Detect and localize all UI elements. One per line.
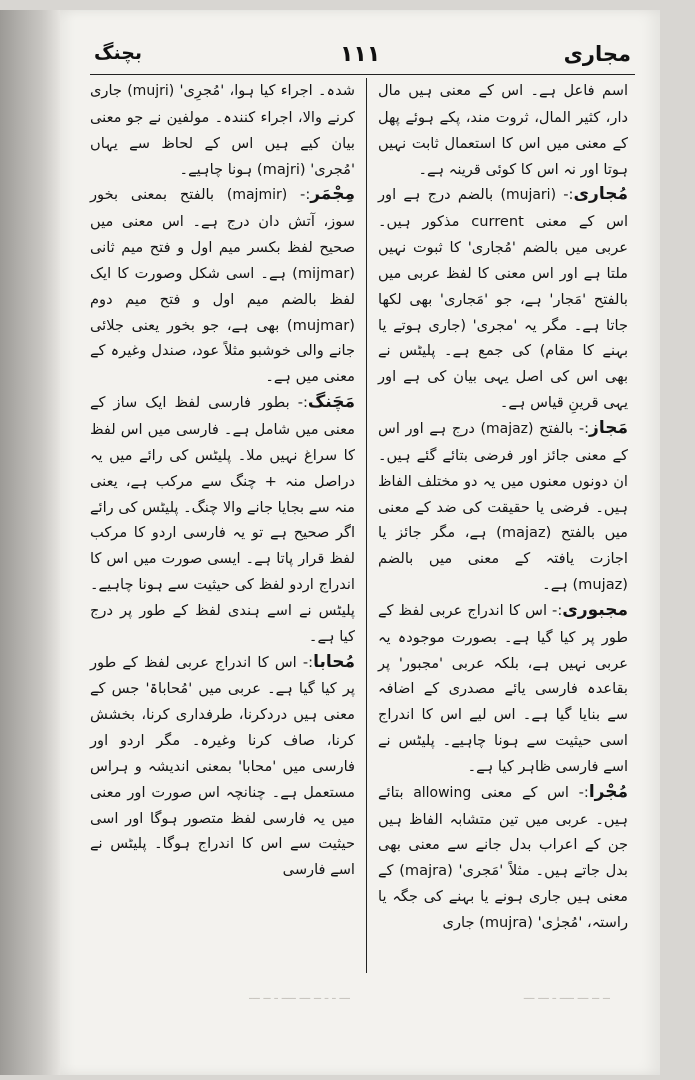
dictionary-entry bbox=[378, 182, 628, 416]
dictionary-entry bbox=[378, 78, 628, 182]
entry-text: بتائے ہیں۔ عربی میں تین متشابہ الفاظ ہیں جن کے اعراب بدل جانے سے معنی بھی بدل جاتے ہیں۔ مثلاً 'مَجری' (majra) کے معنی ہیں جاری ہونے یا بہنے کی جگہ یا راستہ، 'مُجرٰی' (mujra) جاری bbox=[378, 783, 628, 931]
entry-text: بالضم درج ہے اور اس کے معنی current مذکور ہیں۔ عربی میں بالضم 'مُجاری' کا ثبوت نہیں ملتا ہے اور اس معنی کا لفظ عربی میں بالفتح 'مَجار' ہے، جو 'مَجاری' بھی لکھا جاتا ہے۔ مگر یہ 'مجری' (جاری ہوتے یا بہنے کا مقام) کی جمع ہے۔ پلیٹس نے بھی اس کی اصل یہی بیان کی ہے اور یہی قرینِ قیاس ہے۔ bbox=[378, 186, 629, 412]
entry-text: شدہ۔ اجراء کیا ہوا، 'مُجرِی' bbox=[174, 82, 355, 99]
entry-headword: مُحابا bbox=[313, 651, 356, 672]
dictionary-entry bbox=[378, 780, 628, 936]
entry-headword: مجبوری bbox=[562, 599, 628, 620]
entry-text: :- bbox=[556, 186, 574, 204]
entry-headword: مَچَنگ bbox=[307, 392, 355, 413]
header-catchword-left: بچنگ bbox=[94, 42, 143, 64]
entry-text: بطور فارسی لفظ ایک ساز کے معنی میں شامل ہے۔ فارسی میں اس لفظ کا سراغ نہیں ملا۔ پلیٹس کی رائے میں یہ دراصل منہ + چنگ سے مرکب ہے، یعنی منہ سے بجایا جانے والا چنگ۔ پلیٹس کی رائے اگر صحیح ہے تو یہ فارسی اردو کا مرکب لفظ قرار پاتا ہے۔ ایسی صورت میں اس کا اندراج اردو لفظ کی حیثیت سے ہونا چاہیے۔ پلیٹس نے اسے ہندی لفظ کے طور پر درج کیا ہے۔ bbox=[90, 394, 355, 645]
dictionary-entry bbox=[378, 598, 628, 780]
entry-text: :- bbox=[287, 186, 311, 204]
entry-headword: مِجْمَر bbox=[310, 184, 355, 205]
page-number: ۱۱۱ bbox=[340, 42, 381, 67]
entry-transliteration: (majmir) bbox=[226, 187, 288, 204]
entry-text: بالفتح بمعنی بخور سوز، آتش دان درج ہے۔ اس معنی میں صحیح لفظ بکسر میم اول و فتح میم ثانی (mijmar) ہے۔ اسی شکل وصورت کا ایک لفظ بالضم میم اول و فتح میم دوم (mujmar) بھی ہے، جو بخور یعنی جلائی جانے والی خوشبو مثلاً عود، صندل وغیرہ کے معنی میں ہے۔ bbox=[90, 186, 355, 386]
entry-text: :- اس کے معنی bbox=[471, 783, 589, 801]
dictionary-entry bbox=[90, 650, 355, 884]
entry-text: :- bbox=[296, 653, 314, 671]
dictionary-entry bbox=[378, 416, 628, 598]
entry-headword: مُجاری bbox=[573, 184, 628, 205]
left-column bbox=[90, 78, 355, 978]
right-column bbox=[378, 78, 628, 978]
entry-headword: مَجاز bbox=[589, 417, 628, 438]
entry-text: :- bbox=[289, 394, 308, 412]
bleed-through-text-left: ـــ ـ ـ ــ ـــ ــــ ـ ــ ـــ bbox=[249, 988, 350, 1002]
column-divider bbox=[366, 78, 367, 973]
entry-transliteration: allowing bbox=[413, 784, 472, 801]
header-catchword-right: مجاری bbox=[563, 42, 631, 66]
entry-text: :- بالفتح bbox=[533, 419, 590, 437]
dictionary-entry bbox=[90, 78, 355, 182]
entry-text: اس کا اندراج عربی لفظ کے طور پر کیا گیا ہے۔ عربی میں 'مُحاباۃ' جس کے معنی ہیں دردکرنا، طرفداری کرنا، بخشش کرنا، صاف کرنا وغیرہ۔ مگر اردو اور فارسی میں 'محابا' بمعنی اندیشہ و ہراس مستعمل ہے۔ چنانچہ اس صورت اور معنی میں یہ فارسی لفظ متصور ہوگا اور اسی حیثیت سے اس کا اندراج ہوگا۔ پلیٹس نے اسے فارسی bbox=[90, 653, 355, 879]
entry-text: اسم فاعل ہے۔ اس کے معنی ہیں مال دار، کثیر المال، ثروت مند، پکے ہوئے پھل کے معنی میں اس کا استعمال ثابت نہیں ہوتا اور نہ اس کا کوئی قرینہ ہے۔ bbox=[378, 82, 628, 178]
entry-transliteration: (mujri) bbox=[127, 83, 175, 99]
entry-transliteration: (mujari) bbox=[500, 187, 557, 204]
running-header bbox=[90, 38, 635, 75]
entry-headword: مُجْرا bbox=[588, 781, 628, 802]
dictionary-entry bbox=[90, 390, 355, 649]
entry-text: اس کا اندراج عربی لفظ کے طور پر کیا گیا ہے۔ بصورت موجودہ یہ عربی نہیں ہے، بلکہ عربی 'مجبور' پر بقاعدہ فارسی یائے مصدری کے اضافہ سے بنایا گیا ہے۔ اس لیے اس کا اندراج اسی حیثیت سے ہونا چاہیے۔ پلیٹس نے اسے فارسی ظاہر کیا ہے۔ bbox=[378, 601, 628, 775]
bleed-through-text-right: ــ ــ ـــ ــــ ـ ـــ ـــ bbox=[523, 988, 610, 1002]
page-gutter-shadow bbox=[0, 10, 60, 1075]
dictionary-entry bbox=[90, 182, 355, 390]
entry-transliteration: (majaz) bbox=[480, 420, 534, 437]
entry-text: جاری کرنے والا، اجراء کنندہ۔ مولفین نے جو معنی بیان کیے ہیں اس کے لحاظ سے یہاں 'مُجری' (majri) ہونا چاہیے۔ bbox=[90, 82, 355, 178]
entry-text: :- bbox=[547, 601, 563, 619]
entry-text: درج ہے اور اس کے معنی جائز اور فرضی بتائے گئے ہیں۔ ان دونوں معنوں میں یہ دو مختلف الفاظ ہیں۔ فرضی یا حقیقت کی ضد کے معنی میں بالفتح (majaz) ہے، مگر جائز یا اجازت یافتہ کے معنی میں بالضم (mujaz) ہے۔ bbox=[378, 419, 628, 594]
